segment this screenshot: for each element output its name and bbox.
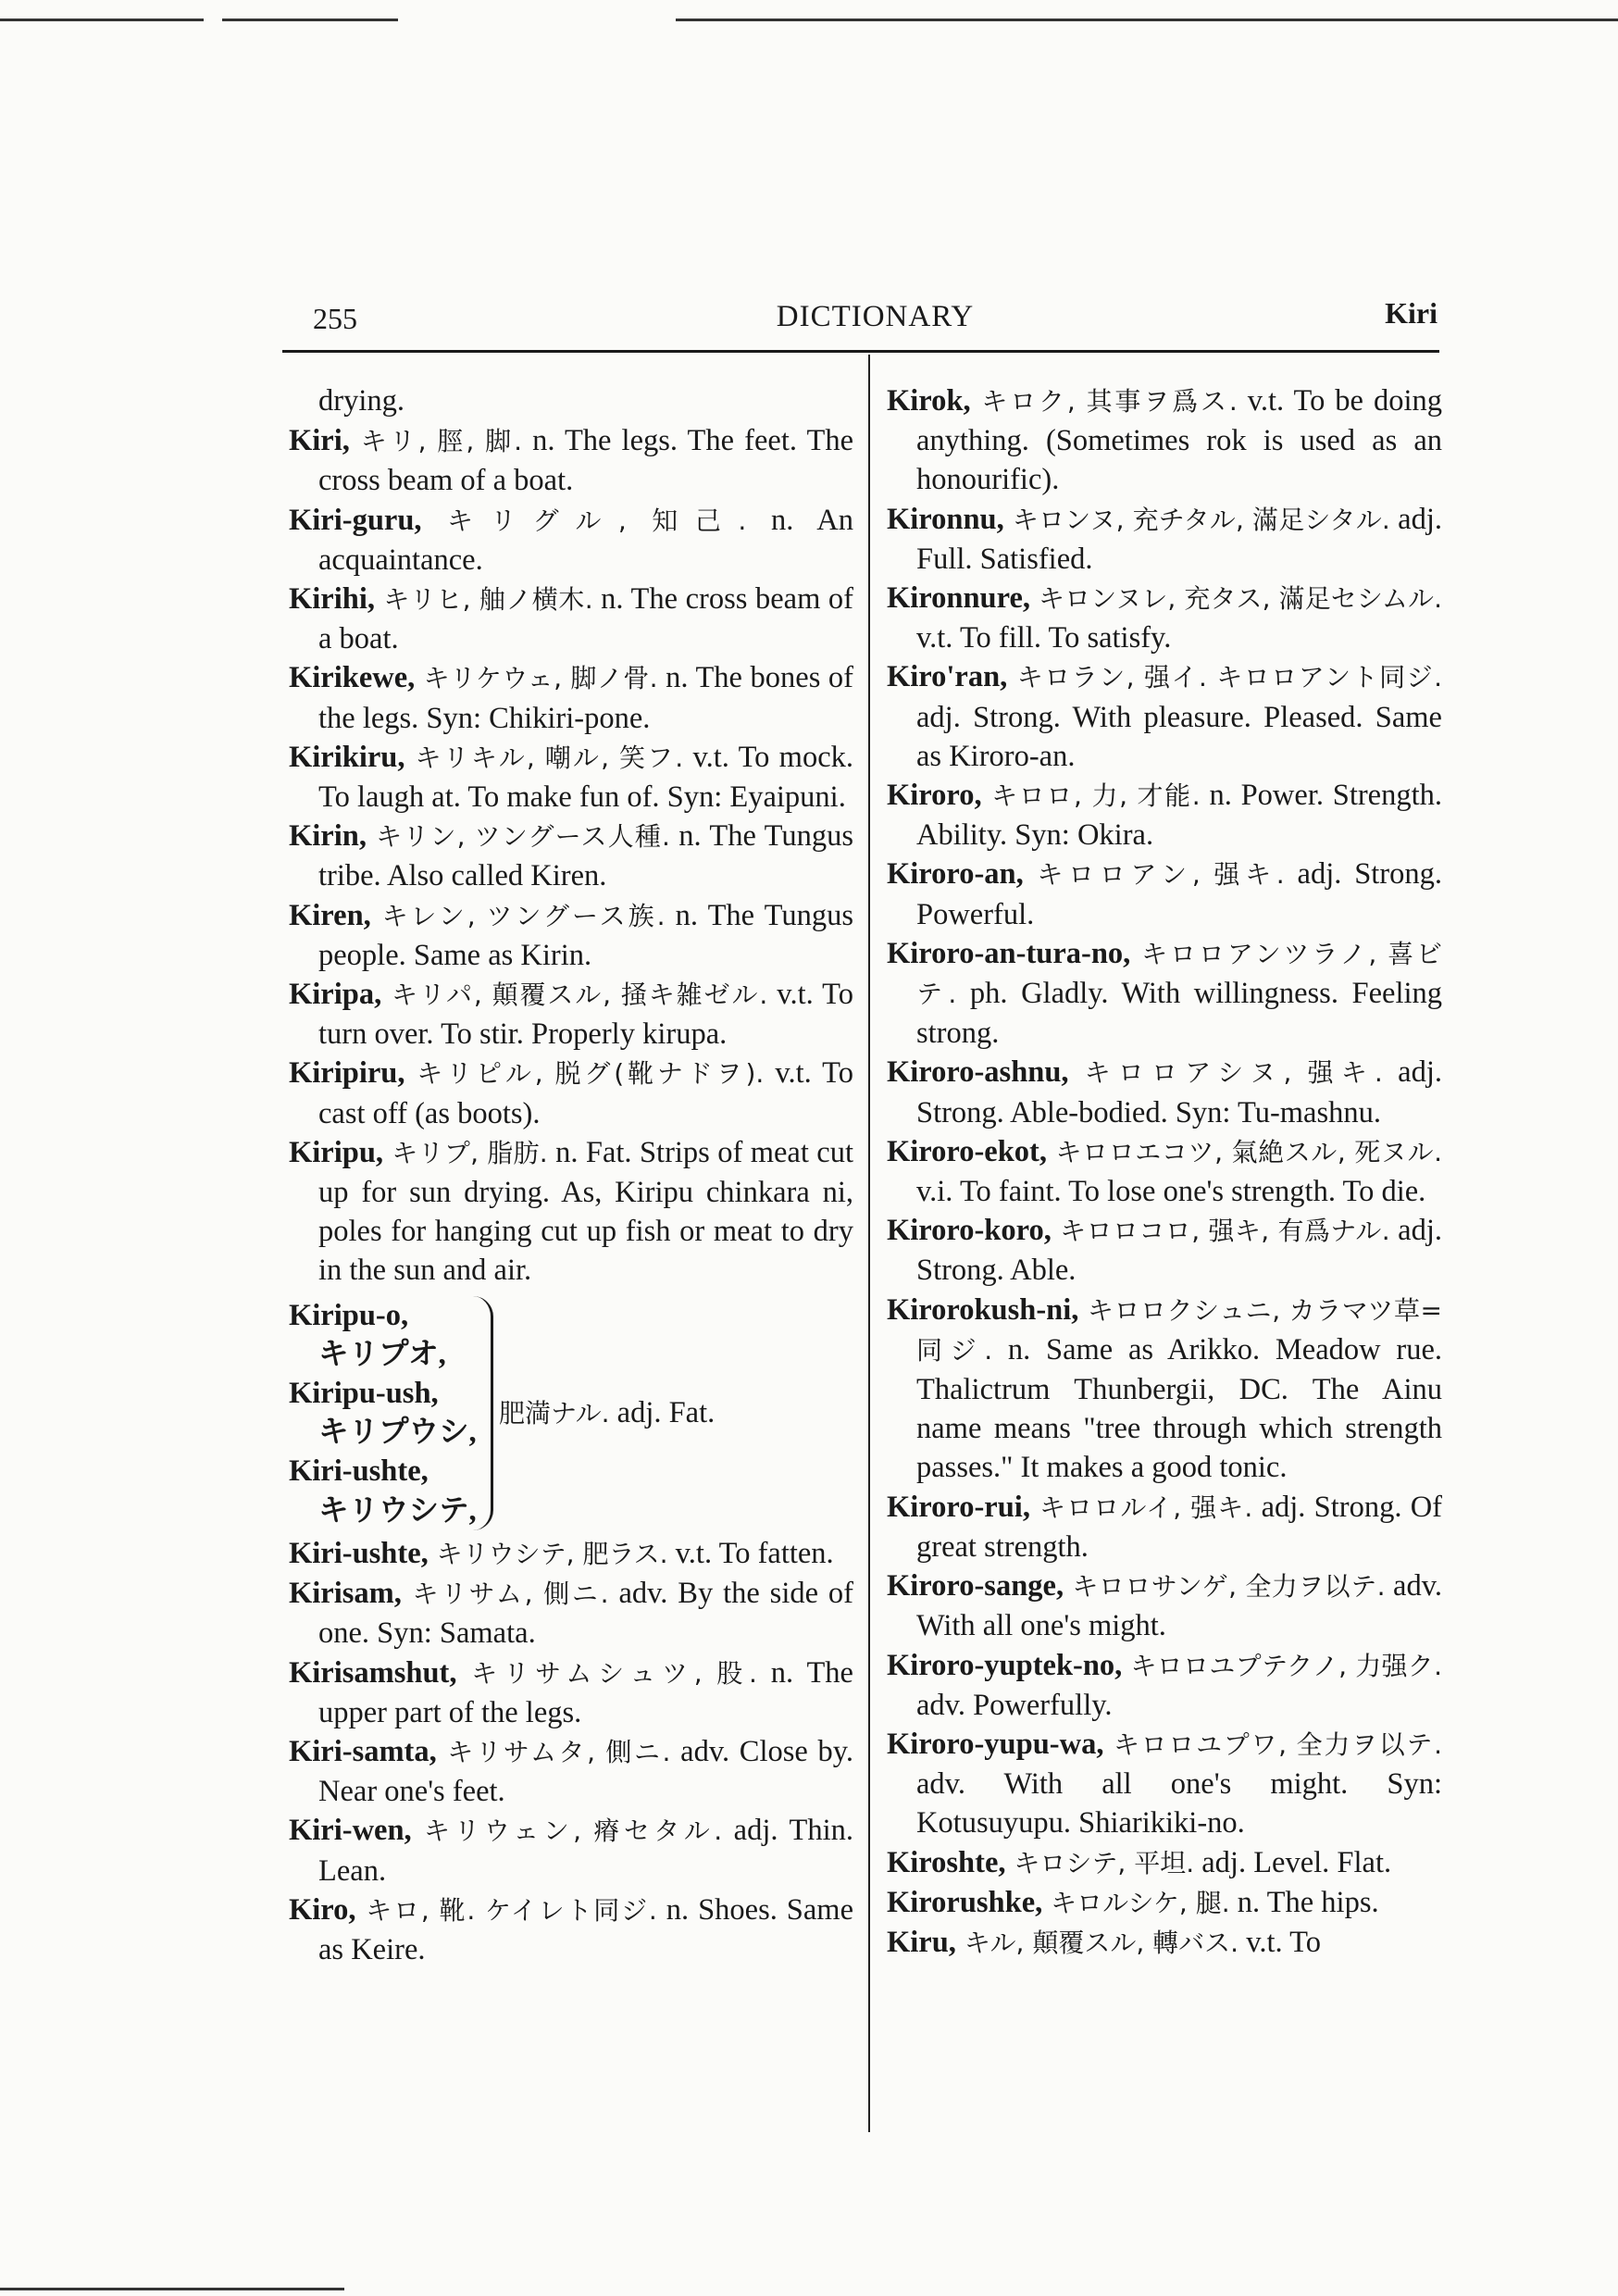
entry-definition: v.t. To fatten. [667, 1536, 834, 1570]
entry-headword: Kiroro-an-tura-no, [887, 936, 1131, 970]
dictionary-entry [289, 381, 853, 421]
entry-japanese: キリサムタ, 側ニ. [436, 1736, 671, 1767]
entry-japanese: キリ, 脛, 脚. [349, 426, 522, 457]
grouped-headword: キリウシテ, [318, 1493, 477, 1528]
header-rule [282, 350, 1439, 353]
entry-headword: Kirihi, [289, 582, 375, 617]
entry-headword: Kiroshte, [887, 1845, 1006, 1879]
entry-headword: Kironnure, [887, 581, 1031, 616]
page-number: 255 [313, 302, 357, 335]
entry-definition: adj. Full. Satisfied. [916, 502, 1442, 576]
scan-edge-line [0, 2288, 344, 2290]
scan-edge-line [222, 19, 398, 21]
dictionary-entry [887, 776, 1442, 855]
dictionary-entry [887, 1646, 1442, 1725]
entry-definition: adj. Strong. With pleasure. Pleased. Same as Kiroro-an. [916, 700, 1442, 773]
entry-headword: Kiri-guru, [289, 503, 422, 537]
dictionary-entry [289, 501, 853, 580]
dictionary-entry [887, 1291, 1442, 1488]
entry-japanese: キロロユプワ, 全力ヲ以テ. [1103, 1728, 1442, 1760]
grouped-headword: Kiripu-ush, [289, 1377, 439, 1411]
entry-definition: n. The legs. The feet. The cross beam of a boat. [318, 424, 853, 498]
dictionary-entry [887, 1923, 1442, 1963]
dictionary-entry [887, 1843, 1442, 1883]
dictionary-entry [289, 421, 853, 500]
entry-headword: Kirorushke, [887, 1885, 1043, 1919]
entry-definition: v.t. To [1238, 1925, 1321, 1959]
entry-japanese: キロク, 其事ヲ爲ス. [970, 386, 1238, 417]
dictionary-entry [289, 1811, 853, 1890]
dictionary-entry [887, 1883, 1442, 1923]
entry-japanese: キロンヌレ, 充タス, 滿足セシムル. [1030, 583, 1442, 615]
entry-definition: drying. [318, 384, 404, 418]
entry-japanese: キロロエコツ, 氣絶スル, 死ヌル. [1047, 1136, 1442, 1167]
entry-headword: Kiripa, [289, 978, 382, 1012]
entry-headword: Kiripu, [289, 1135, 384, 1169]
entry-headword: Kirorokush-ni, [887, 1292, 1079, 1327]
entry-headword: Kiru, [887, 1925, 956, 1959]
entry-japanese: キル, 顛覆スル, 轉バス. [955, 1927, 1239, 1958]
entry-definition: n. The Tungus people. Same as Kirin. [318, 898, 853, 972]
dictionary-entry [289, 738, 853, 817]
entry-definition: adj. Strong. Of great strength. [916, 1490, 1442, 1564]
entry-headword: Kiroro-ekot, [887, 1134, 1048, 1168]
dictionary-entry [887, 1566, 1442, 1645]
entry-definition: adj. Thin. Lean. [318, 1814, 854, 1888]
entry-definition: adj. Strong. Able. [916, 1214, 1442, 1288]
entry-japanese: キロロアンツラノ, 喜ビテ. [916, 938, 1442, 1010]
entry-list [289, 1534, 853, 1969]
entry-definition: n. Shoes. Same as Keire. [318, 1892, 853, 1966]
entry-definition: n. Fat. Strips of meat cut up for sun drying. As, Kiripu chinkara ni, poles for hanging cut up fish or meat to dry in the sun and air. [318, 1135, 853, 1288]
entry-definition: adj. Strong. Able-bodied. Syn: Tu-mashnu. [916, 1055, 1442, 1129]
entry-headword: Kirin, [289, 819, 367, 854]
dictionary-entry [289, 580, 853, 658]
entry-definition: adv. Close by. Near one's feet. [318, 1734, 853, 1809]
entry-japanese: キロロアン, 强キ. [1023, 859, 1285, 891]
entry-definition: n. Same as Arikko. Meadow rue. Thalictrum Thunbergii, DC. The Ainu name means "tree through which strength passes." It makes a good tonic. [916, 1332, 1442, 1485]
grouped-headword: キリプオ, [318, 1337, 446, 1371]
entry-definition: n. The cross beam of a boat. [318, 582, 853, 656]
grouped-entry [289, 1296, 853, 1530]
entry-japanese: キリサム, 側ニ. [401, 1578, 609, 1610]
entry-japanese: キロロルイ, 强キ. [1029, 1491, 1253, 1523]
entry-definition: adv. By the side of one. Syn: Samata. [318, 1577, 853, 1651]
dictionary-entry [887, 1053, 1442, 1131]
entry-headword: Kiroro, [887, 779, 982, 813]
left-column [289, 381, 853, 1969]
scan-edge-line [0, 19, 204, 21]
page-header [313, 294, 1438, 341]
entry-definition: v.t. To turn over. To stir. Properly kirupa. [318, 978, 853, 1052]
entry-headword: Kiroro-an, [887, 857, 1024, 892]
guide-word: Kiri [1385, 296, 1438, 330]
dictionary-entry [289, 1534, 853, 1574]
grouped-headword: キリプウシ, [318, 1416, 477, 1450]
entry-headword: Kiroro-ashnu, [887, 1055, 1069, 1090]
entry-headword: Kiri, [289, 424, 350, 458]
entry-japanese: キロラン, 强イ. キロロアント同ジ. [1007, 662, 1442, 693]
entry-japanese: キリウェン, 瘠セタル. [411, 1816, 723, 1847]
entry-headword: Kirisam, [289, 1577, 402, 1611]
dictionary-entry [289, 896, 853, 975]
entry-japanese: キリウシテ, 肥ラス. [428, 1538, 668, 1569]
entry-headword: Kiroro-yuptek-no, [887, 1648, 1123, 1682]
dictionary-entry [887, 934, 1442, 1054]
entry-definition: v.t. To fill. To satisfy. [916, 621, 1172, 655]
grouped-definition: 肥満ナル. adj. Fat. [499, 1395, 716, 1429]
dictionary-entry [887, 381, 1442, 500]
entry-definition: n. The upper part of the legs. [318, 1655, 853, 1729]
dictionary-entry [887, 1211, 1442, 1290]
entry-japanese: キリピル, 脱グ(靴ナドヲ). [404, 1058, 765, 1090]
entry-japanese: キリキル, 嘲ル, 笑フ. [404, 742, 684, 773]
entry-headword: Kiroro-sange, [887, 1569, 1064, 1603]
dictionary-entry [887, 579, 1442, 657]
entry-definition: v.t. To be doing anything. (Sometimes rok is used as an honourific). [916, 384, 1442, 497]
entry-headword: Kiri-ushte, [289, 1536, 429, 1570]
dictionary-entry [887, 855, 1442, 933]
right-column [887, 381, 1442, 1963]
scan-edge-line [676, 19, 1618, 21]
entry-definition: n. An acquaintance. [318, 503, 854, 577]
entry-list [289, 381, 853, 1291]
dictionary-entry [887, 500, 1442, 579]
entry-japanese: キリヒ, 舳ノ横木. [375, 584, 593, 616]
dictionary-entry [289, 975, 853, 1054]
dictionary-entry [289, 1574, 853, 1653]
entry-japanese: キロロユプテクノ, 力强ク. [1122, 1650, 1442, 1681]
entry-headword: Kironnu, [887, 502, 1004, 536]
entry-headword: Kirikiru, [289, 740, 405, 774]
entry-japanese: キロロサンゲ, 全力ヲ以テ. [1064, 1571, 1386, 1603]
entry-japanese: キリパ, 顛覆スル, 掻キ雑ゼル. [381, 980, 768, 1011]
entry-headword: Kiro'ran, [887, 660, 1008, 694]
dictionary-entry [289, 1890, 853, 1969]
entry-definition: n. The hips. [1229, 1885, 1379, 1919]
entry-definition: v.t. To mock. To laugh at. To make fun of. Syn: Eyaipuni. [318, 740, 854, 815]
dictionary-entry [289, 1133, 853, 1291]
entry-list [887, 381, 1442, 1963]
entry-japanese: キロロ, 力, 才能. [981, 780, 1201, 812]
entry-definition: ph. Gladly. With willingness. Feeling strong. [916, 977, 1443, 1051]
entry-japanese: キロンヌ, 充チタル, 滿足シタル. [1003, 504, 1390, 535]
grouped-headword: Kiri-ushte, [289, 1454, 429, 1489]
entry-headword: Kirok, [887, 384, 971, 418]
entry-headword: Kiroro-rui, [887, 1490, 1030, 1524]
dictionary-entry [289, 1054, 853, 1132]
dictionary-entry [887, 1488, 1442, 1566]
entry-definition: n. The Tungus tribe. Also called Kiren. [318, 819, 853, 893]
dictionary-entry [289, 1653, 853, 1732]
entry-definition: v.t. To cast off (as boots). [318, 1056, 853, 1130]
grouped-headwords [289, 1296, 493, 1530]
entry-headword: Kiroro-koro, [887, 1214, 1052, 1248]
entry-japanese: キロシテ, 平坦. [1005, 1847, 1195, 1878]
entry-japanese: キロロコロ, 强キ, 有爲ナル. [1051, 1216, 1390, 1247]
grouped-headword: Kiripu-o, [289, 1298, 409, 1332]
entry-japanese: キリサムシュツ, 股. [456, 1657, 757, 1689]
dictionary-entry [887, 657, 1442, 776]
entry-headword: Kiro, [289, 1892, 356, 1927]
entry-headword: Kiren, [289, 898, 371, 932]
entry-headword: Kirikewe, [289, 661, 416, 695]
entry-definition: adj. Strong. Powerful. [916, 857, 1442, 931]
entry-japanese: キリケウェ, 脚ノ骨. [415, 663, 658, 694]
entry-definition: adv. With all one's might. Syn: Kotusuyupu. Shiarikiki-no. [916, 1767, 1442, 1841]
column-divider [868, 355, 870, 2132]
entry-headword: Kiri-samta, [289, 1734, 437, 1768]
entry-definition: n. The bones of the legs. Syn: Chikiri-pone. [318, 661, 853, 735]
running-title: DICTIONARY [776, 300, 975, 333]
entry-definition: adj. Level. Flat. [1194, 1845, 1392, 1879]
entry-japanese: キロロクシュニ, カラマツ草=同ジ. [916, 1294, 1442, 1366]
entry-headword: Kirisamshut, [289, 1655, 457, 1690]
entry-japanese: キリグル, 知己. [421, 505, 747, 536]
dictionary-entry [887, 1132, 1442, 1211]
dictionary-entry [289, 658, 853, 737]
dictionary-entry [887, 1725, 1442, 1843]
dictionary-entry [289, 1732, 853, 1811]
entry-japanese: キリプ, 脂肪. [383, 1137, 548, 1168]
entry-headword: Kiri-wen, [289, 1814, 412, 1848]
entry-definition: adv. Powerfully. [916, 1688, 1113, 1722]
entry-definition: v.i. To faint. To lose one's strength. To die. [916, 1175, 1426, 1209]
entry-definition: n. Power. Strength. Ability. Syn: Okira. [916, 779, 1442, 853]
entry-japanese: キロルシケ, 腿. [1042, 1887, 1230, 1918]
entry-japanese: キロ, 靴. ケイレト同ジ. [355, 1894, 657, 1926]
entry-headword: Kiroro-yupu-wa, [887, 1727, 1104, 1761]
entry-japanese: キロロアシヌ, 强キ. [1068, 1057, 1383, 1089]
dictionary-entry [289, 817, 853, 895]
entry-japanese: キレン, ツングース族. [370, 900, 666, 931]
entry-definition: adv. With all one's might. [916, 1569, 1442, 1643]
entry-headword: Kiripiru, [289, 1056, 405, 1091]
entry-japanese: キリン, ツングース人種. [366, 821, 670, 853]
